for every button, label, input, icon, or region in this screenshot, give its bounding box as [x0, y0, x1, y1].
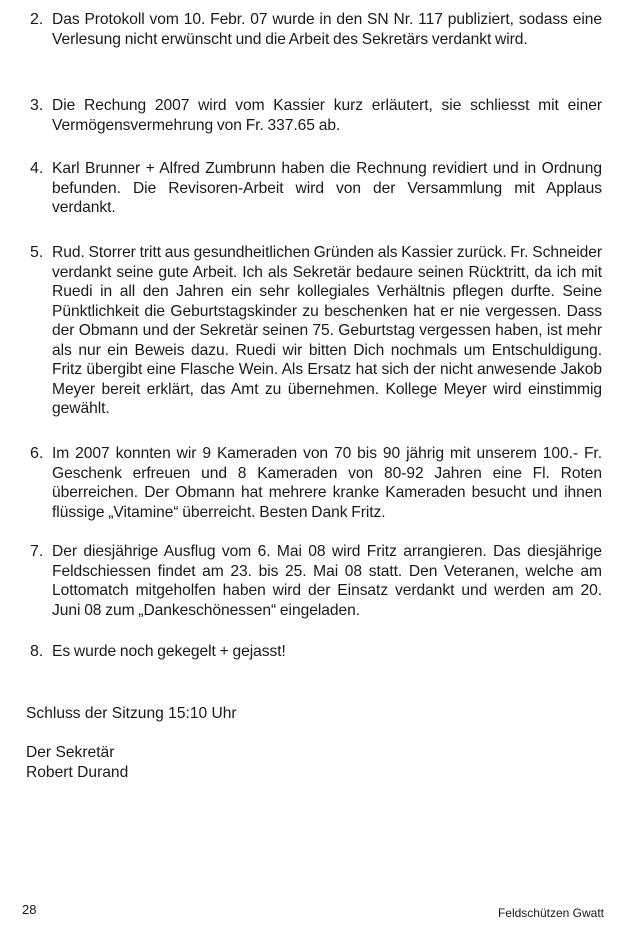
list-item — [30, 243, 602, 419]
signature-role: Der Sekretär — [26, 744, 115, 761]
item-text: Das Protokoll vom 10. Febr. 07 wurde in den SN Nr. 117 publiziert, sodass eine Verlesung nicht erwünscht und die Arbeit des Sekretärs verdankt wird. — [52, 11, 602, 48]
item-text: Rud. Storrer tritt aus gesundheitlichen Gründen als Kassier zurück. Fr. Schneider verdankt seine gute Arbeit. Ich als Sekretär bedaure seinen Rücktritt, da ich mit Ruedi in all den Jahren ein sehr kollegiales Verhältnis pflegen durfte. Seine Pünktlichkeit die Geburtstagskinder zu beschenken hat er nie vergessen. Dass der Obmann und der Sekretär seinen 75. Geburtstag vergessen haben, ist mehr als nur ein Beweis dazu. Ruedi wir bitten Dich nochmals um Entschuldigung. Fritz übergibt eine Flasche Wein. Als Ersatz hat sich der nicht anwesende Jakob Meyer bereit erklärt, das Amt zu übernehmen. Kollege Meyer wird einstimmig gewählt. — [52, 244, 602, 417]
item-number: 3. — [30, 97, 44, 114]
item-text: Karl Brunner + Alfred Zumbrunn haben die Rechnung revidiert und in Ordnung befunden. Die Revisoren-Arbeit wird von der Versammlung mit Applaus verdankt. — [52, 160, 602, 216]
item-number: 8. — [30, 643, 44, 660]
item-text: Es wurde noch gekegelt + gejasst! — [52, 643, 286, 660]
item-text: Im 2007 konnten wir 9 Kameraden von 70 bis 90 jährig mit unserem 100.- Fr. Geschenk erfreuen und 8 Kameraden von 80-92 Jahren eine Fl. Roten überreichen. Der Obmann hat mehrere kranke Kameraden besucht und ihnen flüssige „Vitamine“ überreicht. Besten Dank Fritz. — [52, 445, 602, 521]
list-item — [30, 10, 602, 49]
item-number: 2. — [30, 11, 44, 28]
item-number: 6. — [30, 445, 44, 462]
publication-name: Feldschützen Gwatt — [497, 906, 604, 920]
list-item — [30, 542, 602, 620]
item-number: 4. — [30, 160, 44, 177]
list-item — [30, 159, 602, 218]
list-item — [30, 642, 602, 662]
item-number: 7. — [30, 543, 44, 560]
list-item — [30, 96, 602, 135]
item-text: Die Rechung 2007 wird vom Kassier kurz erläutert, sie schliesst mit einer Vermögensvermehrung von Fr. 337.65 ab. — [52, 97, 602, 134]
signature-name: Robert Durand — [26, 764, 129, 781]
item-text: Der diesjährige Ausflug vom 6. Mai 08 wird Fritz arrangieren. Das diesjährige Feldschiessen findet am 23. bis 25. Mai 08 statt. Den Veteranen, welche am Lottomatch mitgeholfen haben wird der Einsatz verdankt und werden am 20. Juni 08 zum „Dankeschönessen“ eingeladen. — [52, 543, 602, 619]
list-item — [30, 444, 602, 522]
closing-line: Schluss der Sitzung 15:10 Uhr — [26, 705, 237, 722]
item-number: 5. — [30, 244, 44, 261]
page-number: 28 — [22, 902, 37, 917]
